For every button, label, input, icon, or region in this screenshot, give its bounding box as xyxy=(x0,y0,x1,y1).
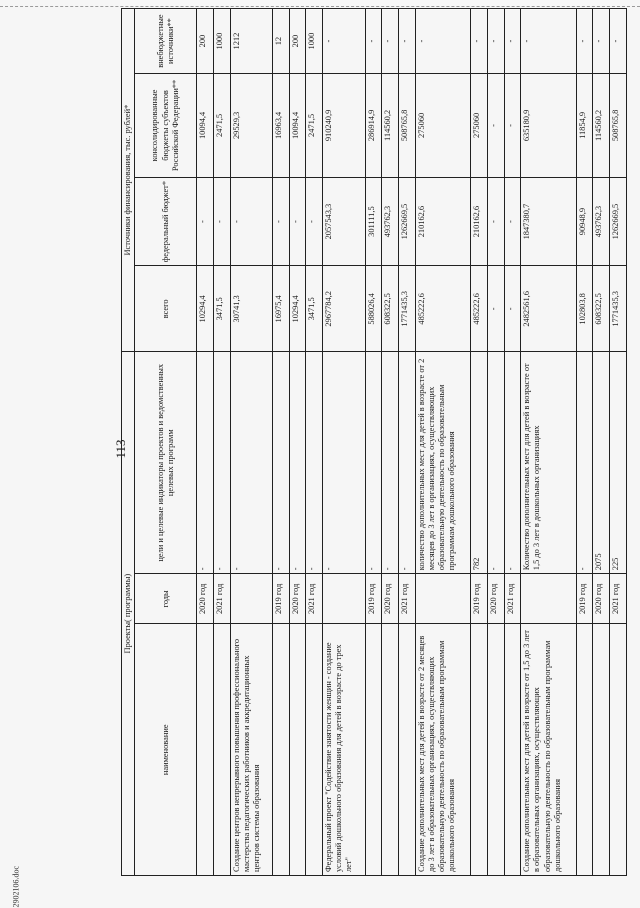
cell-regional: 10094,4 xyxy=(289,74,306,178)
cell-goal: - xyxy=(273,352,290,574)
table-row xyxy=(504,9,521,876)
cell-regional: 29529,3 xyxy=(230,74,273,178)
cell-total: 588026,4 xyxy=(365,266,382,352)
table-row xyxy=(521,9,576,876)
cell-total: 485222,6 xyxy=(415,266,470,352)
cell-total: 30741,3 xyxy=(230,266,273,352)
top-dashed-line xyxy=(0,6,640,7)
cell-federal: 2057543,3 xyxy=(323,177,366,266)
cell-year: 2020 год xyxy=(289,574,306,624)
cell-name xyxy=(365,624,382,876)
cell-total: 485222,6 xyxy=(471,266,488,352)
table-row xyxy=(415,9,470,876)
cell-regional: 275060 xyxy=(471,74,488,178)
financing-table xyxy=(121,8,627,876)
cell-total: 3471,5 xyxy=(306,266,323,352)
cell-federal: - xyxy=(504,177,521,266)
cell-extra: - xyxy=(415,9,470,74)
cell-federal: - xyxy=(273,177,290,266)
cell-regional: 275060 xyxy=(415,74,470,178)
cell-total: 2967784,2 xyxy=(323,266,366,352)
cell-goal: - xyxy=(576,352,593,574)
header-total: всего xyxy=(135,266,197,352)
cell-extra: 200 xyxy=(197,9,214,74)
cell-regional: 2471,5 xyxy=(306,74,323,178)
cell-regional: 114560,2 xyxy=(593,74,610,178)
cell-extra: - xyxy=(382,9,399,74)
cell-federal: - xyxy=(306,177,323,266)
cell-year: 2019 год xyxy=(365,574,382,624)
cell-goal: - xyxy=(213,352,230,574)
cell-year xyxy=(323,574,366,624)
cell-year: 2020 год xyxy=(382,574,399,624)
cell-year xyxy=(521,574,576,624)
cell-federal: 1847380,7 xyxy=(521,177,576,266)
cell-extra: - xyxy=(521,9,576,74)
cell-total: 2482561,6 xyxy=(521,266,576,352)
cell-year: 2020 год xyxy=(487,574,504,624)
cell-total: 16975,4 xyxy=(273,266,290,352)
table-row xyxy=(197,9,214,876)
cell-total: 608322,5 xyxy=(382,266,399,352)
table-row xyxy=(306,9,323,876)
table-row xyxy=(230,9,273,876)
cell-federal: 90948,9 xyxy=(576,177,593,266)
cell-year: 2021 год xyxy=(610,574,627,624)
cell-name: Создание дополнительных мест для детей в возрасте от 1,5 до 3 лет в образовательных организациях, осуществляющих образовательную деятельность по образовательным программам дошкольного образования xyxy=(521,624,576,876)
cell-extra: - xyxy=(487,9,504,74)
cell-goal: - xyxy=(487,352,504,574)
cell-goal: - xyxy=(306,352,323,574)
cell-regional: 635180,9 xyxy=(521,74,576,178)
cell-name: Создание центров непрерывного повышения профессионального мастерства педагогических работников и аккредитационных центров системы образования xyxy=(230,624,273,876)
cell-year: 2021 год xyxy=(306,574,323,624)
table-row xyxy=(487,9,504,876)
cell-goal: 782 xyxy=(471,352,488,574)
cell-name xyxy=(593,624,610,876)
cell-federal: - xyxy=(487,177,504,266)
cell-extra: - xyxy=(323,9,366,74)
cell-extra: - xyxy=(471,9,488,74)
cell-extra: - xyxy=(593,9,610,74)
table-row xyxy=(593,9,610,876)
cell-year: 2021 год xyxy=(504,574,521,624)
cell-goal: - xyxy=(365,352,382,574)
cell-regional: 508765,8 xyxy=(399,74,416,178)
table-row xyxy=(289,9,306,876)
cell-regional: 910240,9 xyxy=(323,74,366,178)
cell-name xyxy=(504,624,521,876)
table-row xyxy=(471,9,488,876)
cell-goal: Количество дополнительных мест для детей в возрасте от 1,5 до 3 лет в дошкольных организациях xyxy=(521,352,576,574)
cell-name xyxy=(487,624,504,876)
cell-goal: - xyxy=(399,352,416,574)
page-number: 113 xyxy=(113,439,128,459)
cell-regional: 11854,9 xyxy=(576,74,593,178)
cell-total: - xyxy=(487,266,504,352)
cell-extra: - xyxy=(365,9,382,74)
header-regional: консолидированные бюджеты субъектов Российской Федерации** xyxy=(135,74,197,178)
cell-name xyxy=(471,624,488,876)
cell-total: - xyxy=(504,266,521,352)
table-body xyxy=(197,9,627,876)
cell-extra: - xyxy=(610,9,627,74)
cell-year: 2021 год xyxy=(213,574,230,624)
header-projects-group: Проекты( программы) xyxy=(122,352,135,876)
cell-extra: 1212 xyxy=(230,9,273,74)
cell-regional: 114560,2 xyxy=(382,74,399,178)
cell-year: 2021 год xyxy=(399,574,416,624)
cell-year xyxy=(230,574,273,624)
cell-federal: - xyxy=(213,177,230,266)
cell-federal: - xyxy=(230,177,273,266)
cell-federal: - xyxy=(197,177,214,266)
cell-goal: - xyxy=(289,352,306,574)
cell-extra: - xyxy=(399,9,416,74)
header-federal: федеральный бюджет* xyxy=(135,177,197,266)
header-goals: цели и целевые индикаторы проектов и ведомственных целевых программ xyxy=(135,352,197,574)
cell-goal: 225 xyxy=(610,352,627,574)
cell-goal: - xyxy=(323,352,366,574)
cell-regional: 508765,8 xyxy=(610,74,627,178)
cell-goal: количество дополнительных мест для детей в возрасте от 2 месяцев до 3 лет в организациях, осуществляющих образовательную деятельность по образовательным программам дошкольного образования xyxy=(415,352,470,574)
cell-federal: 1262669,5 xyxy=(610,177,627,266)
header-name: наименование xyxy=(135,624,197,876)
cell-total: 608322,5 xyxy=(593,266,610,352)
cell-total: 10294,4 xyxy=(289,266,306,352)
cell-federal: 301111,5 xyxy=(365,177,382,266)
cell-name xyxy=(576,624,593,876)
cell-extra: 12 xyxy=(273,9,290,74)
cell-regional: - xyxy=(487,74,504,178)
cell-name xyxy=(382,624,399,876)
cell-regional: 16963,4 xyxy=(273,74,290,178)
cell-federal: 493762,3 xyxy=(382,177,399,266)
cell-goal: - xyxy=(230,352,273,574)
cell-total: 10294,4 xyxy=(197,266,214,352)
cell-extra: 1000 xyxy=(306,9,323,74)
cell-extra: - xyxy=(504,9,521,74)
cell-total: 1771435,3 xyxy=(610,266,627,352)
cell-federal: - xyxy=(289,177,306,266)
cell-extra: 1000 xyxy=(213,9,230,74)
header-extra: внебюджетные источники** xyxy=(135,9,197,74)
cell-year: 2020 год xyxy=(197,574,214,624)
cell-federal: 1262669,5 xyxy=(399,177,416,266)
cell-name xyxy=(610,624,627,876)
cell-regional: 286914,9 xyxy=(365,74,382,178)
cell-federal: 493762,3 xyxy=(593,177,610,266)
cell-name xyxy=(273,624,290,876)
cell-name xyxy=(306,624,323,876)
cell-regional: 2471,5 xyxy=(213,74,230,178)
cell-year xyxy=(415,574,470,624)
cell-name xyxy=(399,624,416,876)
table-row xyxy=(610,9,627,876)
cell-federal: 210162,6 xyxy=(415,177,470,266)
table-row xyxy=(399,9,416,876)
cell-year: 2020 год xyxy=(593,574,610,624)
rotated-table-sheet xyxy=(121,8,627,876)
cell-regional: 10094,4 xyxy=(197,74,214,178)
cell-federal: 210162,6 xyxy=(471,177,488,266)
cell-total: 102803,8 xyxy=(576,266,593,352)
cell-name xyxy=(197,624,214,876)
cell-goal: - xyxy=(504,352,521,574)
cell-year: 2019 год xyxy=(471,574,488,624)
document-filename: 2902106.doc xyxy=(11,865,21,908)
table-row xyxy=(365,9,382,876)
cell-year: 2019 год xyxy=(273,574,290,624)
header-sources-group: Источники финансирования, тыс. рублей* xyxy=(122,9,135,352)
cell-goal: - xyxy=(382,352,399,574)
cell-goal: 2075 xyxy=(593,352,610,574)
cell-name: Федеральный проект "Содействие занятости женщин - создание условий дошкольного образования для детей в возрасте до трех лет" xyxy=(323,624,366,876)
cell-regional: - xyxy=(504,74,521,178)
table-row xyxy=(273,9,290,876)
cell-year: 2019 год xyxy=(576,574,593,624)
table-row xyxy=(323,9,366,876)
table-row xyxy=(382,9,399,876)
cell-total: 3471,5 xyxy=(213,266,230,352)
cell-goal: - xyxy=(197,352,214,574)
cell-extra: 200 xyxy=(289,9,306,74)
cell-name: Создание дополнительных мест для детей в возрасте от 2 месяцев до 3 лет в образовательных организациях, осуществляющих образовательную деятельность по образовательным программам дошкольного образования xyxy=(415,624,470,876)
table-row xyxy=(213,9,230,876)
header-years: годы xyxy=(135,574,197,624)
cell-name xyxy=(289,624,306,876)
table-row xyxy=(576,9,593,876)
cell-name xyxy=(213,624,230,876)
cell-total: 1771435,3 xyxy=(399,266,416,352)
cell-extra: - xyxy=(576,9,593,74)
